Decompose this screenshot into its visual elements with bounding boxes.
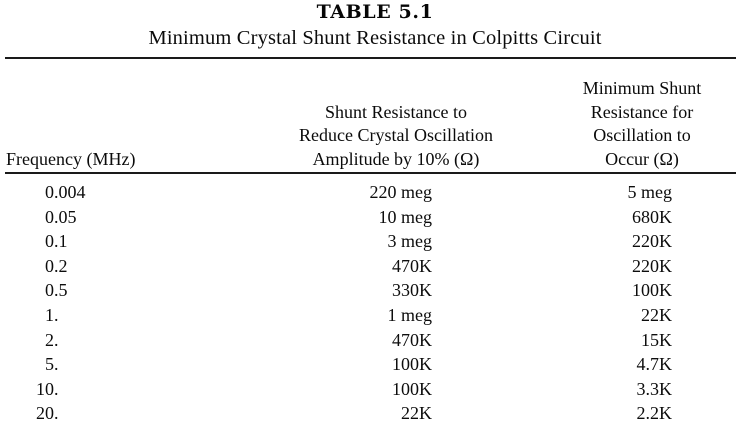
table-row xyxy=(0,352,750,377)
cell-frequency-frac: .05 xyxy=(54,206,77,227)
cell-frequency-int: 10 xyxy=(36,378,54,399)
cell-shunt-resistance: 10 meg xyxy=(378,206,432,227)
cell-frequency-int: 5 xyxy=(45,354,54,375)
table-header-row xyxy=(0,63,750,171)
cell-frequency-frac: . xyxy=(54,378,59,399)
cell-frequency-frac: .1 xyxy=(54,231,68,252)
cell-shunt-resistance: 22K xyxy=(401,403,432,424)
cell-shunt-resistance: 100K xyxy=(392,378,432,399)
cell-min-shunt-resistance: 4.7K xyxy=(636,354,672,375)
cell-frequency-int: 1 xyxy=(45,304,54,325)
table-row xyxy=(0,303,750,328)
cell-frequency-int: 0 xyxy=(45,255,54,276)
column-header-frequency xyxy=(6,148,246,172)
cell-frequency-frac: .5 xyxy=(54,280,68,301)
rule-top xyxy=(5,57,736,59)
cell-min-shunt-resistance: 220K xyxy=(632,231,672,252)
cell-frequency-int: 0 xyxy=(45,280,54,301)
table-caption: Minimum Crystal Shunt Resistance in Colpitts Circuit xyxy=(148,27,602,49)
cell-min-shunt-resistance: 680K xyxy=(632,206,672,227)
table-row xyxy=(0,328,750,353)
cell-frequency-frac: . xyxy=(54,329,59,350)
cell-frequency-int: 20 xyxy=(36,403,54,424)
cell-frequency-frac: . xyxy=(54,354,59,375)
column-header-min-shunt-resistance-line-1: Minimum Shunt xyxy=(582,78,702,98)
table-row xyxy=(0,229,750,254)
cell-frequency-frac: . xyxy=(54,403,59,424)
column-header-shunt-resistance-line-2: Reduce Crystal Oscillation xyxy=(299,125,493,145)
cell-shunt-resistance: 470K xyxy=(392,329,432,350)
cell-frequency-frac: .004 xyxy=(54,182,86,202)
cell-shunt-resistance: 220 meg xyxy=(369,182,432,202)
column-header-min-shunt-resistance-line-2: Resistance for xyxy=(590,101,694,122)
table-row xyxy=(0,254,750,279)
cell-shunt-resistance: 3 meg xyxy=(387,231,432,252)
cell-min-shunt-resistance: 15K xyxy=(641,329,672,350)
cell-shunt-resistance: 100K xyxy=(392,354,432,375)
column-header-min-shunt-resistance-line-3: Oscillation to xyxy=(593,125,691,145)
cell-min-shunt-resistance: 2.2K xyxy=(636,403,672,424)
table-row xyxy=(0,278,750,303)
column-header-shunt-resistance xyxy=(238,101,554,172)
rule-below-header xyxy=(5,172,736,174)
cell-min-shunt-resistance: 3.3K xyxy=(636,378,672,399)
cell-min-shunt-resistance: 5 meg xyxy=(627,182,672,202)
table-number: TABLE 5.1 xyxy=(316,1,434,23)
table-row xyxy=(0,377,750,402)
column-header-shunt-resistance-line-1: Shunt Resistance to xyxy=(325,101,467,122)
cell-min-shunt-resistance: 22K xyxy=(641,304,672,325)
column-header-frequency-line-1: Frequency (MHz) xyxy=(6,148,136,169)
cell-frequency-int: 0 xyxy=(45,206,54,227)
column-header-shunt-resistance-line-3: Amplitude by 10% (Ω) xyxy=(312,148,480,169)
cell-min-shunt-resistance: 100K xyxy=(632,280,672,301)
cell-shunt-resistance: 470K xyxy=(392,255,432,276)
table-row xyxy=(0,401,750,426)
cell-frequency-int: 2 xyxy=(45,329,54,350)
cell-frequency-int: 0 xyxy=(45,182,54,202)
column-header-min-shunt-resistance xyxy=(556,77,728,171)
title-block xyxy=(0,0,750,51)
table-body xyxy=(0,180,750,426)
column-header-min-shunt-resistance-line-4: Occur (Ω) xyxy=(605,148,679,169)
cell-shunt-resistance: 330K xyxy=(392,280,432,301)
table-row xyxy=(0,180,750,205)
cell-min-shunt-resistance: 220K xyxy=(632,255,672,276)
cell-shunt-resistance: 1 meg xyxy=(387,304,432,325)
table-row xyxy=(0,205,750,230)
cell-frequency-frac: .2 xyxy=(54,255,68,276)
cell-frequency-frac: . xyxy=(54,304,59,325)
cell-frequency-int: 0 xyxy=(45,231,54,252)
